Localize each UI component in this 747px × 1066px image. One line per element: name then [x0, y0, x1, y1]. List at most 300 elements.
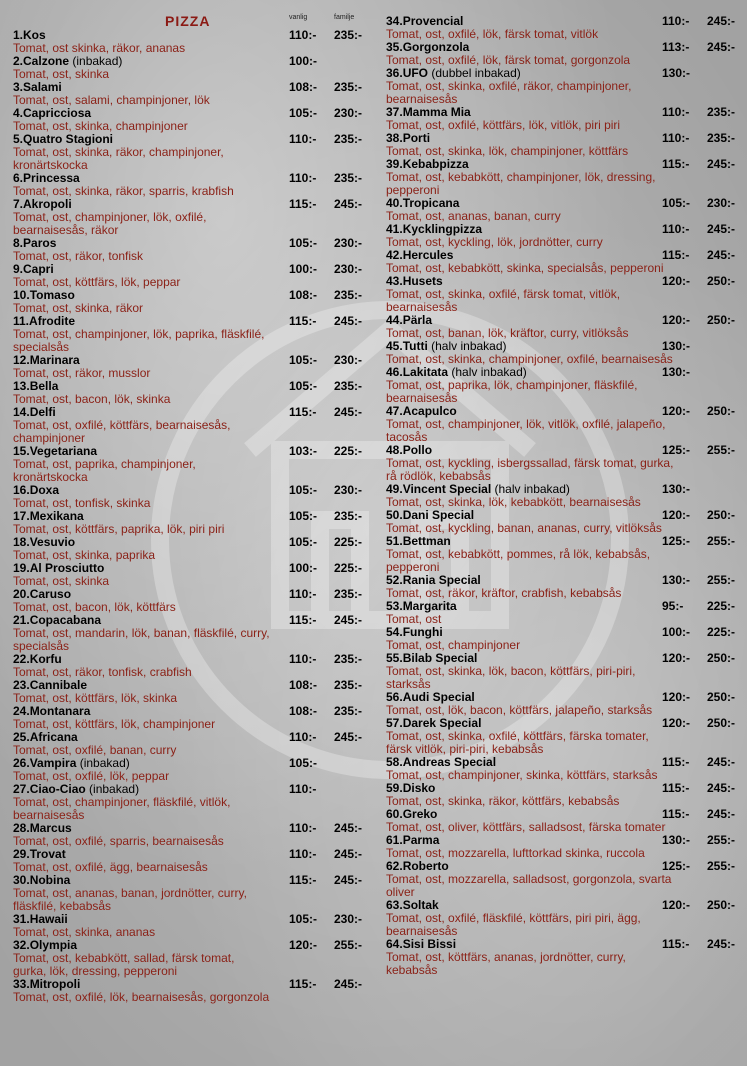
- item-number: 23.: [13, 678, 30, 692]
- item-ingredients: Tomat, ost, köttfärs, lök, peppar: [13, 275, 181, 289]
- item-ingredients: Tomat, ost, champinjoner, lök, oxfilé, bearnaisesås, räkor: [13, 210, 207, 237]
- menu-item-row: [13, 614, 378, 628]
- menu-item: [13, 198, 378, 237]
- menu-item-row: [386, 834, 741, 848]
- menu-header: [13, 15, 378, 29]
- menu-item-row: [386, 691, 741, 705]
- menu-item-row: [386, 808, 741, 822]
- price-family: 245:-: [334, 821, 363, 835]
- price-regular: 95:-: [662, 599, 684, 613]
- item-ingredients: Tomat, ost, oxfilé, lök, bearnaisesås, gorgonzola: [13, 990, 270, 1004]
- price-family: 235:-: [334, 171, 363, 185]
- menu-item-row: [13, 380, 378, 394]
- item-note: (halv inbakad): [491, 482, 570, 496]
- menu-item: [386, 808, 741, 834]
- item-name: Parma: [402, 833, 440, 847]
- menu-item-row: [386, 535, 741, 549]
- menu-item: [13, 614, 378, 653]
- item-name: Doxa: [29, 483, 60, 497]
- price-family: 245:-: [334, 314, 363, 328]
- menu-item: [13, 562, 378, 588]
- item-ingredients: Tomat, ost, oxfilé, köttfärs, lök, vitlök, piri piri: [386, 118, 621, 132]
- menu-item-row: [386, 67, 741, 81]
- price-regular: 110:-: [289, 28, 317, 42]
- menu-column-left: [13, 15, 378, 1004]
- menu-item-row: [13, 237, 378, 251]
- menu-item: [13, 237, 378, 263]
- menu-item-row: [386, 652, 741, 666]
- menu-item: [13, 536, 378, 562]
- item-name: Audi Special: [402, 690, 475, 704]
- item-ingredients: Tomat, ost, kyckling, banan, ananas, curry, vitlöksås: [386, 521, 662, 535]
- menu-item: [386, 106, 741, 132]
- menu-item: [13, 55, 378, 81]
- item-name: Margarita: [402, 599, 457, 613]
- item-number: 37.: [386, 105, 403, 119]
- price-regular: 103:-: [289, 444, 318, 458]
- item-ingredients: Tomat, ost, kebabkött, skinka, specialsås, pepperoni: [386, 261, 664, 275]
- menu-item: [13, 653, 378, 679]
- item-ingredients: Tomat, ost, köttfärs, lök, skinka: [13, 691, 178, 705]
- item-name: Pollo: [402, 443, 433, 457]
- menu-item-row: [386, 626, 741, 640]
- menu-item: [13, 757, 378, 783]
- item-number: 52.: [386, 573, 403, 587]
- item-ingredients: Tomat, ost, champinjoner, fläskfilé, vitlök, bearnaisesås: [13, 795, 231, 822]
- menu-item: [13, 29, 378, 55]
- price-regular: 115:-: [289, 613, 317, 627]
- item-ingredients: Tomat, ost, skinka: [13, 574, 110, 588]
- menu-item: [13, 263, 378, 289]
- item-ingredients: Tomat, ost, skinka, räkor, champinjoner, kronärtskocka: [13, 145, 224, 172]
- menu-item: [13, 510, 378, 536]
- price-regular: 120:-: [662, 508, 691, 522]
- menu-item-row: [13, 653, 378, 667]
- item-number: 34.: [386, 14, 403, 28]
- price-regular: 110:-: [289, 730, 317, 744]
- item-number: 50.: [386, 508, 403, 522]
- menu-item: [13, 445, 378, 484]
- menu-item-row: [386, 15, 741, 29]
- menu-item: [13, 939, 378, 978]
- menu-item-row: [386, 600, 741, 614]
- item-name: Quatro Stagioni: [23, 132, 114, 146]
- item-number: 61.: [386, 833, 403, 847]
- menu-item: [386, 600, 741, 626]
- menu-item-row: [386, 860, 741, 874]
- item-name: Hawaii: [29, 912, 68, 926]
- header-family-size: familje: [334, 14, 355, 21]
- price-regular: 100:-: [662, 625, 691, 639]
- price-regular: 110:-: [289, 587, 317, 601]
- menu-item-row: [13, 133, 378, 147]
- price-family: 230:-: [334, 106, 363, 120]
- menu-item-row: [13, 315, 378, 329]
- menu-item-row: [13, 822, 378, 836]
- item-name: Kebabpizza: [402, 157, 469, 171]
- menu-title: PIZZA: [165, 13, 211, 29]
- menu-item-row: [13, 445, 378, 459]
- menu-item: [13, 783, 378, 822]
- item-ingredients: Tomat, ost, ananas, banan, jordnötter, curry, fläskfilé, kebabsås: [13, 886, 247, 913]
- menu-column-right: [386, 15, 741, 977]
- item-ingredients: Tomat, ost, oxfilé, banan, curry: [13, 743, 177, 757]
- menu-item: [13, 822, 378, 848]
- menu-item-row: [13, 588, 378, 602]
- item-number: 10.: [13, 288, 30, 302]
- menu-item-row: [386, 366, 741, 380]
- item-name: Africana: [29, 730, 78, 744]
- menu-item: [386, 899, 741, 938]
- item-ingredients: Tomat, ost, oxfilé, fläskfilé, köttfärs, piri piri, ägg, bearnaisesås: [386, 911, 641, 938]
- item-ingredients: Tomat, ost, champinjoner, lök, vitlök, oxfilé, jalapeño, tacosås: [386, 417, 666, 444]
- price-regular: 120:-: [662, 716, 691, 730]
- price-family: 235:-: [707, 131, 736, 145]
- item-number: 49.: [386, 482, 403, 496]
- price-regular: 105:-: [289, 756, 318, 770]
- item-name: Vampira: [29, 756, 77, 770]
- price-family: 245:-: [707, 755, 736, 769]
- menu-item: [386, 483, 741, 509]
- menu-item-row: [13, 731, 378, 745]
- item-ingredients: Tomat, ost, tonfisk, skinka: [13, 496, 151, 510]
- item-number: 5.: [13, 132, 24, 146]
- item-ingredients: Tomat, ost, oxfilé, lök, färsk tomat, vitlök: [386, 27, 599, 41]
- menu-item-row: [13, 172, 378, 186]
- price-family: 255:-: [707, 534, 736, 548]
- menu-item: [386, 535, 741, 574]
- price-regular: 120:-: [662, 898, 691, 912]
- price-family: 245:-: [334, 613, 363, 627]
- item-number: 40.: [386, 196, 403, 210]
- price-family: 245:-: [334, 405, 363, 419]
- price-regular: 115:-: [662, 248, 690, 262]
- price-regular: 110:-: [662, 222, 690, 236]
- item-number: 62.: [386, 859, 403, 873]
- item-ingredients: Tomat, ost, kebabkött, pommes, rå lök, kebabsås, pepperoni: [386, 547, 651, 574]
- menu-item-row: [13, 913, 378, 927]
- price-regular: 120:-: [289, 938, 318, 952]
- item-number: 6.: [13, 171, 24, 185]
- item-name: Salami: [23, 80, 62, 94]
- price-regular: 120:-: [662, 651, 691, 665]
- menu-item-row: [13, 484, 378, 498]
- menu-item-row: [386, 509, 741, 523]
- item-ingredients: Tomat, ost, ananas, banan, curry: [386, 209, 561, 223]
- item-name: Dani Special: [402, 508, 475, 522]
- item-name: Bilab Special: [402, 651, 478, 665]
- item-name: Olympia: [29, 938, 78, 952]
- menu-item: [386, 197, 741, 223]
- menu-item: [13, 133, 378, 172]
- price-regular: 105:-: [289, 483, 318, 497]
- item-ingredients: Tomat, ost, lök, bacon, köttfärs, jalapeño, starksås: [386, 703, 653, 717]
- item-number: 56.: [386, 690, 403, 704]
- price-regular: 115:-: [662, 807, 690, 821]
- menu-item-row: [386, 405, 741, 419]
- menu-item-row: [386, 132, 741, 146]
- price-regular: 110:-: [289, 782, 317, 796]
- price-family: 255:-: [334, 938, 363, 952]
- price-family: 245:-: [334, 873, 363, 887]
- item-number: 17.: [13, 509, 30, 523]
- price-family: 245:-: [707, 40, 736, 54]
- item-name: Copacabana: [29, 613, 102, 627]
- item-number: 54.: [386, 625, 403, 639]
- menu-item: [386, 41, 741, 67]
- item-name: Mamma Mia: [402, 105, 471, 119]
- item-name: Husets: [402, 274, 443, 288]
- price-family: 230:-: [334, 483, 363, 497]
- price-regular: 125:-: [662, 859, 691, 873]
- price-family: 250:-: [707, 508, 736, 522]
- item-number: 43.: [386, 274, 403, 288]
- item-number: 22.: [13, 652, 30, 666]
- price-family: 245:-: [707, 781, 736, 795]
- item-ingredients: Tomat, ost, skinka, räkor, sparris, krabfish: [13, 184, 234, 198]
- price-family: 255:-: [707, 443, 736, 457]
- item-number: 14.: [13, 405, 30, 419]
- menu-item-row: [13, 406, 378, 420]
- price-family: 245:-: [707, 157, 736, 171]
- price-family: 235:-: [334, 288, 363, 302]
- price-regular: 105:-: [662, 196, 691, 210]
- menu-item: [386, 860, 741, 899]
- item-name: Bella: [29, 379, 59, 393]
- price-family: 245:-: [334, 730, 363, 744]
- price-family: 250:-: [707, 690, 736, 704]
- item-ingredients: Tomat, ost skinka, räkor, ananas: [13, 41, 186, 55]
- menu-item: [13, 315, 378, 354]
- price-family: 230:-: [334, 262, 363, 276]
- item-ingredients: Tomat, ost, skinka, lök, bacon, köttfärs, piri-piri, starksås: [386, 664, 636, 691]
- item-name: Nobina: [29, 873, 71, 887]
- price-regular: 115:-: [289, 405, 317, 419]
- price-family: 230:-: [707, 196, 736, 210]
- price-regular: 130:-: [662, 365, 691, 379]
- item-name: Rania Special: [402, 573, 481, 587]
- price-family: 235:-: [334, 28, 363, 42]
- item-number: 53.: [386, 599, 403, 613]
- price-regular: 130:-: [662, 66, 691, 80]
- item-number: 9.: [13, 262, 24, 276]
- menu-item: [386, 444, 741, 483]
- item-note: (halv inbakad): [427, 339, 507, 353]
- menu-item-row: [13, 783, 378, 797]
- menu-item-row: [386, 899, 741, 913]
- price-family: 250:-: [707, 404, 736, 418]
- item-number: 13.: [13, 379, 30, 393]
- item-ingredients: Tomat, ost, skinka, lök, kebabkött, bearnaisesås: [386, 495, 641, 509]
- item-number: 8.: [13, 236, 24, 250]
- item-number: 7.: [13, 197, 24, 211]
- item-ingredients: Tomat, ost, mandarin, lök, banan, fläskfilé, curry, specialsås: [13, 626, 270, 653]
- item-name: Roberto: [402, 859, 449, 873]
- price-family: 235:-: [334, 132, 363, 146]
- menu-item: [386, 652, 741, 691]
- item-name: Montanara: [29, 704, 91, 718]
- item-ingredients: Tomat, ost, skinka, oxfilé, räkor, champinjoner, bearnaisesås: [386, 79, 632, 106]
- item-ingredients: Tomat, ost, räkor, tonfisk: [13, 249, 144, 263]
- item-ingredients: Tomat, ost, oxfilé, lök, peppar: [13, 769, 170, 783]
- item-number: 16.: [13, 483, 30, 497]
- price-regular: 105:-: [289, 912, 318, 926]
- item-note: (inbakad): [69, 54, 123, 68]
- price-regular: 125:-: [662, 534, 691, 548]
- price-regular: 108:-: [289, 80, 318, 94]
- item-ingredients: Tomat, ost, skinka, champinjoner, oxfilé, bearnaisesås: [386, 352, 673, 366]
- price-regular: 110:-: [662, 14, 690, 28]
- price-family: 250:-: [707, 651, 736, 665]
- menu-item: [13, 588, 378, 614]
- item-name: Tomaso: [29, 288, 75, 302]
- price-family: 245:-: [707, 807, 736, 821]
- item-number: 11.: [13, 314, 30, 328]
- menu-item-row: [13, 705, 378, 719]
- menu-item-row: [386, 717, 741, 731]
- menu-item: [386, 938, 741, 977]
- price-regular: 130:-: [662, 573, 691, 587]
- menu-item: [13, 289, 378, 315]
- item-number: 42.: [386, 248, 403, 262]
- item-number: 58.: [386, 755, 403, 769]
- item-note: (inbakad): [76, 756, 130, 770]
- item-number: 63.: [386, 898, 403, 912]
- menu-item-row: [13, 510, 378, 524]
- menu-item-row: [386, 782, 741, 796]
- pizza-list-right: [386, 15, 741, 977]
- price-regular: 108:-: [289, 288, 318, 302]
- menu-item: [386, 756, 741, 782]
- pizza-list-left: [13, 29, 378, 1004]
- item-name: Cannibale: [29, 678, 88, 692]
- item-name: Vincent Special: [402, 482, 492, 496]
- menu-item-row: [386, 275, 741, 289]
- item-number: 36.: [386, 66, 403, 80]
- menu-item-row: [13, 939, 378, 953]
- menu-item-row: [13, 354, 378, 368]
- price-family: 250:-: [707, 898, 736, 912]
- item-number: 19.: [13, 561, 30, 575]
- item-ingredients: Tomat, ost, skinka, räkor: [13, 301, 144, 315]
- price-family: 245:-: [707, 222, 736, 236]
- menu-item: [386, 67, 741, 106]
- price-regular: 130:-: [662, 482, 691, 496]
- price-family: 255:-: [707, 573, 736, 587]
- item-number: 26.: [13, 756, 30, 770]
- price-family: 235:-: [334, 587, 363, 601]
- item-name: Ciao-Ciao: [29, 782, 86, 796]
- menu-item: [386, 834, 741, 860]
- price-family: 245:-: [707, 14, 736, 28]
- item-number: 15.: [13, 444, 30, 458]
- price-family: 225:-: [334, 444, 363, 458]
- item-ingredients: Tomat, ost, skinka, oxfilé, färsk tomat, vitlök, bearnaisesås: [386, 287, 621, 314]
- menu-item-row: [13, 562, 378, 576]
- item-number: 30.: [13, 873, 30, 887]
- menu-item-row: [386, 158, 741, 172]
- item-ingredients: Tomat, ost, skinka, räkor, köttfärs, kebabsås: [386, 794, 620, 808]
- item-number: 57.: [386, 716, 403, 730]
- item-name: Lakitata: [402, 365, 449, 379]
- menu-item-row: [13, 978, 378, 992]
- menu-item: [13, 380, 378, 406]
- menu-item-row: [13, 536, 378, 550]
- item-ingredients: Tomat, ost, räkor, musslor: [13, 366, 151, 380]
- menu-item: [386, 509, 741, 535]
- price-regular: 105:-: [289, 509, 318, 523]
- price-family: 235:-: [334, 379, 363, 393]
- item-number: 2.: [13, 54, 24, 68]
- price-family: 230:-: [334, 912, 363, 926]
- price-regular: 110:-: [289, 821, 317, 835]
- item-ingredients: Tomat, ost, kyckling, isbergssallad, färsk tomat, gurka, rå rödlök, kebabsås: [386, 456, 674, 483]
- menu-item-row: [13, 29, 378, 43]
- price-regular: 115:-: [662, 781, 690, 795]
- menu-item: [13, 731, 378, 757]
- menu-item: [386, 405, 741, 444]
- menu-item: [13, 848, 378, 874]
- item-number: 35.: [386, 40, 403, 54]
- price-regular: 110:-: [289, 652, 317, 666]
- menu-item-row: [386, 938, 741, 952]
- item-name: Vegetariana: [29, 444, 98, 458]
- item-number: 12.: [13, 353, 30, 367]
- item-name: Princessa: [23, 171, 80, 185]
- menu-item: [386, 340, 741, 366]
- price-family: 225:-: [334, 561, 363, 575]
- price-regular: 105:-: [289, 379, 318, 393]
- price-family: 245:-: [707, 937, 736, 951]
- price-regular: 105:-: [289, 535, 318, 549]
- item-ingredients: Tomat, ost, bacon, lök, köttfärs: [13, 600, 176, 614]
- item-name: Kycklingpizza: [402, 222, 483, 236]
- item-name: Provencial: [402, 14, 464, 28]
- price-regular: 100:-: [289, 54, 318, 68]
- price-family: 245:-: [707, 248, 736, 262]
- price-regular: 115:-: [662, 937, 690, 951]
- price-regular: 110:-: [289, 847, 317, 861]
- item-number: 38.: [386, 131, 403, 145]
- item-name: Marinara: [29, 353, 80, 367]
- price-regular: 115:-: [289, 314, 317, 328]
- item-ingredients: Tomat, ost, champinjoner, skinka, köttfärs, starksås: [386, 768, 658, 782]
- item-ingredients: Tomat, ost, mozzarella, salladsost, gorgonzola, svarta oliver: [386, 872, 672, 899]
- item-name: Akropoli: [23, 197, 72, 211]
- item-name: Darek Special: [402, 716, 482, 730]
- item-name: Disko: [402, 781, 436, 795]
- item-name: Greko: [402, 807, 438, 821]
- menu-item-row: [13, 198, 378, 212]
- item-name: Marcus: [29, 821, 72, 835]
- item-note: (halv inbakad): [448, 365, 527, 379]
- item-number: 60.: [386, 807, 403, 821]
- item-name: Pärla: [402, 313, 433, 327]
- item-name: Al Prosciutto: [29, 561, 105, 575]
- menu-item-row: [386, 41, 741, 55]
- item-name: UFO: [402, 66, 429, 80]
- menu-item: [13, 913, 378, 939]
- menu-item-row: [13, 848, 378, 862]
- item-number: 21.: [13, 613, 30, 627]
- price-family: 235:-: [707, 105, 736, 119]
- menu-item: [13, 679, 378, 705]
- menu-item-row: [13, 55, 378, 69]
- menu-item: [386, 314, 741, 340]
- item-number: 4.: [13, 106, 24, 120]
- item-name: Korfu: [29, 652, 62, 666]
- menu-item-row: [13, 289, 378, 303]
